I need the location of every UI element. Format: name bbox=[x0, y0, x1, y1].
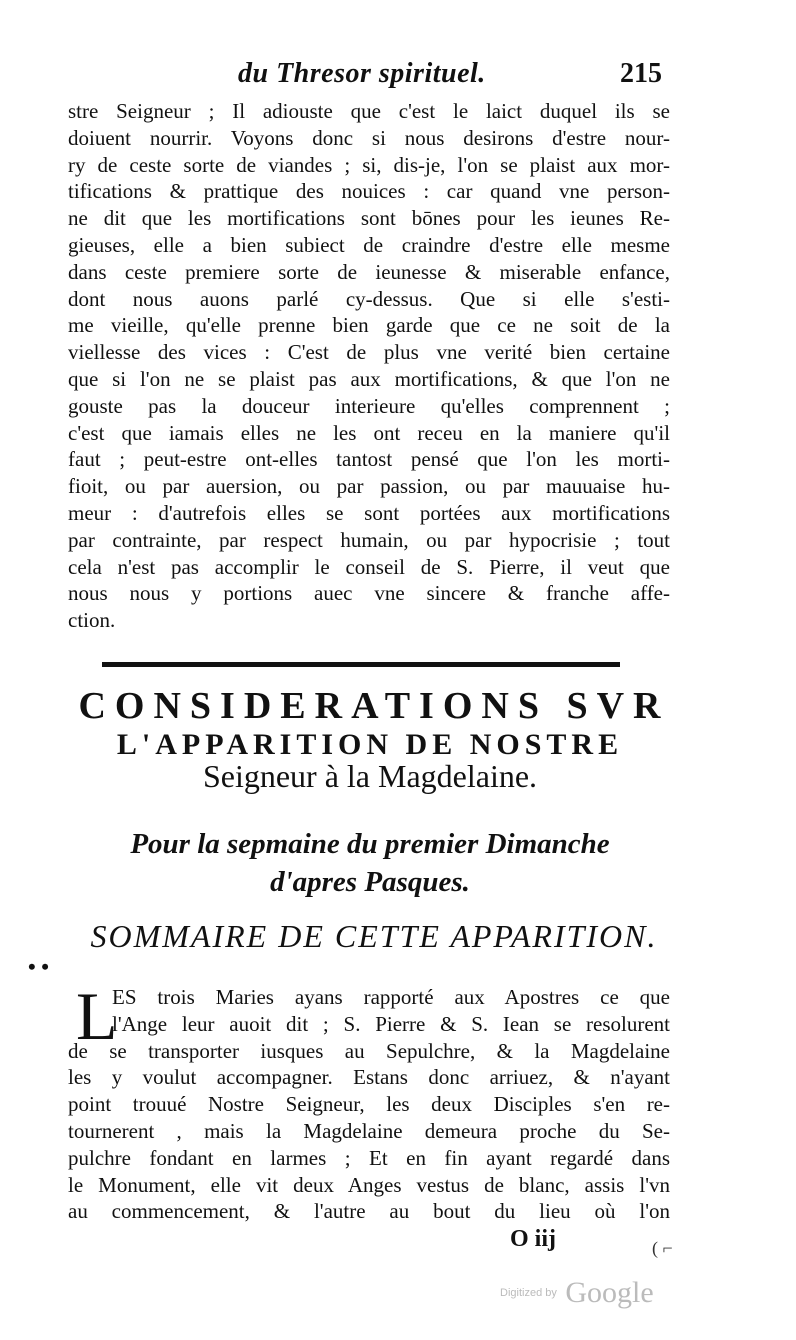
text-line: cela n'est pas accomplir le conseil de S. Pierre, il veut que bbox=[68, 554, 670, 579]
text-line: ry de ceste sorte de viandes ; si, dis-je, l'on se plaist aux mor- bbox=[68, 152, 670, 177]
text-line: c'est que iamais elles ne les ont receu en la maniere qu'il bbox=[68, 420, 670, 445]
text-line: que si l'on ne se plaist pas aux mortifications, & que l'on ne bbox=[68, 366, 670, 391]
text-line: me vieille, qu'elle prenne bien garde que ce ne soit de la bbox=[68, 313, 670, 338]
section-heading-line-2: L'APPARITION DE NOSTRE bbox=[116, 728, 624, 761]
summary-title: SOMMAIRE DE CETTE APPARITION. bbox=[90, 918, 658, 954]
watermark-brand: Google bbox=[565, 1276, 654, 1309]
section-heading-line-1: CONSIDERATIONS SVR bbox=[78, 685, 670, 727]
text-line: dans ceste premiere sorte de ieunesse & miserable enfance, bbox=[68, 259, 670, 284]
signature-mark: O iij bbox=[510, 1226, 556, 1252]
text-line: doiuent nourrir. Voyons donc si nous desirons d'estre nour- bbox=[68, 125, 670, 150]
subheading-line-1: Pour la sepmaine du premier Dimanche bbox=[130, 828, 610, 860]
text-line: viellesse des vices : C'est de plus vne verité bien certaine bbox=[68, 340, 670, 365]
text-line: de se transporter iusques au Sepulchre, & la Magdelaine bbox=[68, 1038, 670, 1063]
text-line: ES trois Maries ayans rapporté aux Apostres ce que bbox=[112, 985, 670, 1009]
text-line: ction. bbox=[68, 608, 116, 633]
running-head bbox=[0, 58, 796, 94]
body-paragraph bbox=[68, 978, 670, 1225]
section-heading-line-3: Seigneur à la Magdelaine. bbox=[202, 758, 538, 794]
margin-mark: • • bbox=[28, 954, 49, 979]
text-line: l'Ange leur auoit dit ; S. Pierre & S. Iean se resolurent bbox=[112, 1011, 670, 1036]
watermark-prefix: Digitized by bbox=[500, 1287, 557, 1299]
text-line: tifications & prattique des nouices : car quand vne person- bbox=[68, 179, 670, 204]
text-line: fioit, ou par auersion, ou par passion, ou par mauuaise hu- bbox=[68, 474, 670, 499]
running-head-title: du Thresor spirituel. bbox=[238, 58, 486, 89]
text-line: le Monument, elle vit deux Anges vestus de blanc, assis l'vn bbox=[68, 1172, 670, 1197]
text-line: gieuses, elle a bien subiect de craindre d'estre elle mesme bbox=[68, 232, 670, 257]
stray-mark: ( ⌐ bbox=[652, 1238, 673, 1258]
text-line: au commencement, & l'autre au bout du lieu où l'on bbox=[68, 1199, 670, 1224]
drop-cap: L bbox=[76, 978, 118, 1054]
text-line: les y voulut accompagner. Estans donc arriuez, & n'ayant bbox=[68, 1065, 670, 1090]
text-line: nous nous y portions auec vne sincere & franche affe- bbox=[68, 581, 670, 606]
text-line: stre Seigneur ; Il adiouste que c'est le laict duquel ils se bbox=[68, 99, 670, 123]
text-line: point trouué Nostre Seigneur, les deux Disciples s'en re- bbox=[68, 1092, 670, 1117]
text-line: ne dit que les mortifications sont bōnes pour les ieunes Re- bbox=[68, 206, 670, 231]
text-line: gouste pas la douceur interieure qu'elles comprennent ; bbox=[68, 393, 670, 418]
text-line: meur : d'autrefois elles se sont portées aux mortifications bbox=[68, 500, 670, 525]
page-number: 215 bbox=[620, 58, 662, 89]
text-line: dont nous auons parlé cy-dessus. Que si elle s'esti- bbox=[68, 286, 670, 311]
subheading-line-2: d'apres Pasques. bbox=[270, 866, 470, 898]
text-line: faut ; peut-estre ont-elles tantost pensé que l'on les morti- bbox=[68, 447, 670, 472]
section-divider bbox=[102, 662, 620, 667]
text-line: tournerent , mais la Magdelaine demeura proche du Se- bbox=[68, 1118, 670, 1143]
text-line: pulchre fondant en larmes ; Et en fin ayant regardé dans bbox=[68, 1145, 670, 1170]
text-line: par contrainte, par respect humain, ou par hypocrisie ; tout bbox=[68, 527, 670, 552]
top-paragraph bbox=[68, 98, 670, 634]
digitized-watermark bbox=[500, 1276, 654, 1310]
